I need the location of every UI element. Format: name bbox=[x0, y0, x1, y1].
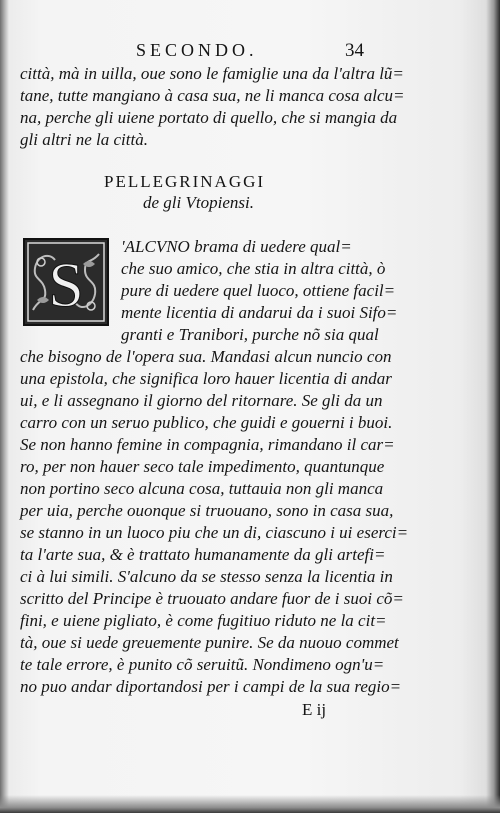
page-left-edge-shadow bbox=[0, 0, 9, 813]
text-line: carro con un seruo publico, che guidi e gouerni i buoi. bbox=[20, 413, 393, 432]
running-head bbox=[0, 40, 500, 64]
text-line: mente licentia di andarui da i suoi Sifo= bbox=[121, 303, 398, 322]
section-title: PELLEGRINAGGI bbox=[104, 172, 266, 191]
text-line: Se non hanno femine in compagnia, rimandano il car= bbox=[20, 435, 395, 454]
running-title: SECONDO. bbox=[136, 40, 258, 60]
text-line: granti e Tranibori, purche nõ sia qual bbox=[121, 325, 379, 344]
text-line: se stanno in un luoco piu che un di, ciascuno i ui eserci= bbox=[20, 523, 409, 542]
initial-letter: S bbox=[48, 249, 84, 320]
text-line: scritto del Principe è truouato andare fuor de i suoi cõ= bbox=[20, 589, 404, 608]
text-line: pure di uedere quel luoco, ottiene facil= bbox=[121, 281, 396, 300]
ornament-image bbox=[25, 240, 107, 324]
text-line: una epistola, che significa loro hauer licentia di andar bbox=[20, 369, 392, 388]
page-number: 34 bbox=[345, 40, 364, 61]
decorated-initial-s bbox=[23, 238, 109, 326]
text-line: 'ALCVNO brama di uedere qual= bbox=[121, 237, 352, 256]
page-bottom-edge-shadow bbox=[0, 795, 500, 813]
text-line: tane, tutte mangiano à casa sua, ne li manca cosa alcu= bbox=[20, 86, 405, 105]
text-line: ro, per non hauer seco tale impedimento, quantunque bbox=[20, 457, 385, 476]
text-line: ui, e li assegnano il giorno del ritornare. Se gli da un bbox=[20, 391, 383, 410]
text-line: non portino seco alcuna cosa, tuttauia non gli manca bbox=[20, 479, 384, 498]
text-line: fini, e uiene pigliato, è come fugitiuo riduto ne la cit= bbox=[20, 611, 387, 630]
text-line: te tale errore, è punito cõ seruitũ. Nondimeno ogn'u= bbox=[20, 655, 385, 674]
text-line: gli altri ne la città. bbox=[20, 130, 148, 149]
page-right-edge-shadow bbox=[486, 0, 500, 813]
text-line: città, mà in uilla, oue sono le famiglie una da l'altra lũ= bbox=[20, 64, 404, 83]
section-subtitle: de gli Vtopiensi. bbox=[143, 193, 254, 212]
text-line: no puo andar diportandosi per i campi de la sua regio= bbox=[20, 677, 402, 696]
text-line: na, perche gli uiene portato di quello, che si mangia da bbox=[20, 108, 398, 127]
signature-mark: E ij bbox=[302, 700, 327, 719]
text-line: per uia, perche ouonque si truouano, sono in casa sua, bbox=[20, 501, 394, 520]
text-line: ci à lui simili. S'alcuno da se stesso senza la licentia in bbox=[20, 567, 393, 586]
text-line: ta l'arte sua, & è trattato humanamente da gli artefi= bbox=[20, 545, 386, 564]
text-line: che suo amico, che stia in altra città, ò bbox=[121, 259, 386, 278]
text-line: tà, oue si uede greuemente punire. Se da nuouo commet bbox=[20, 633, 399, 652]
text-line: che bisogno de l'opera sua. Mandasi alcun nuncio con bbox=[20, 347, 392, 366]
